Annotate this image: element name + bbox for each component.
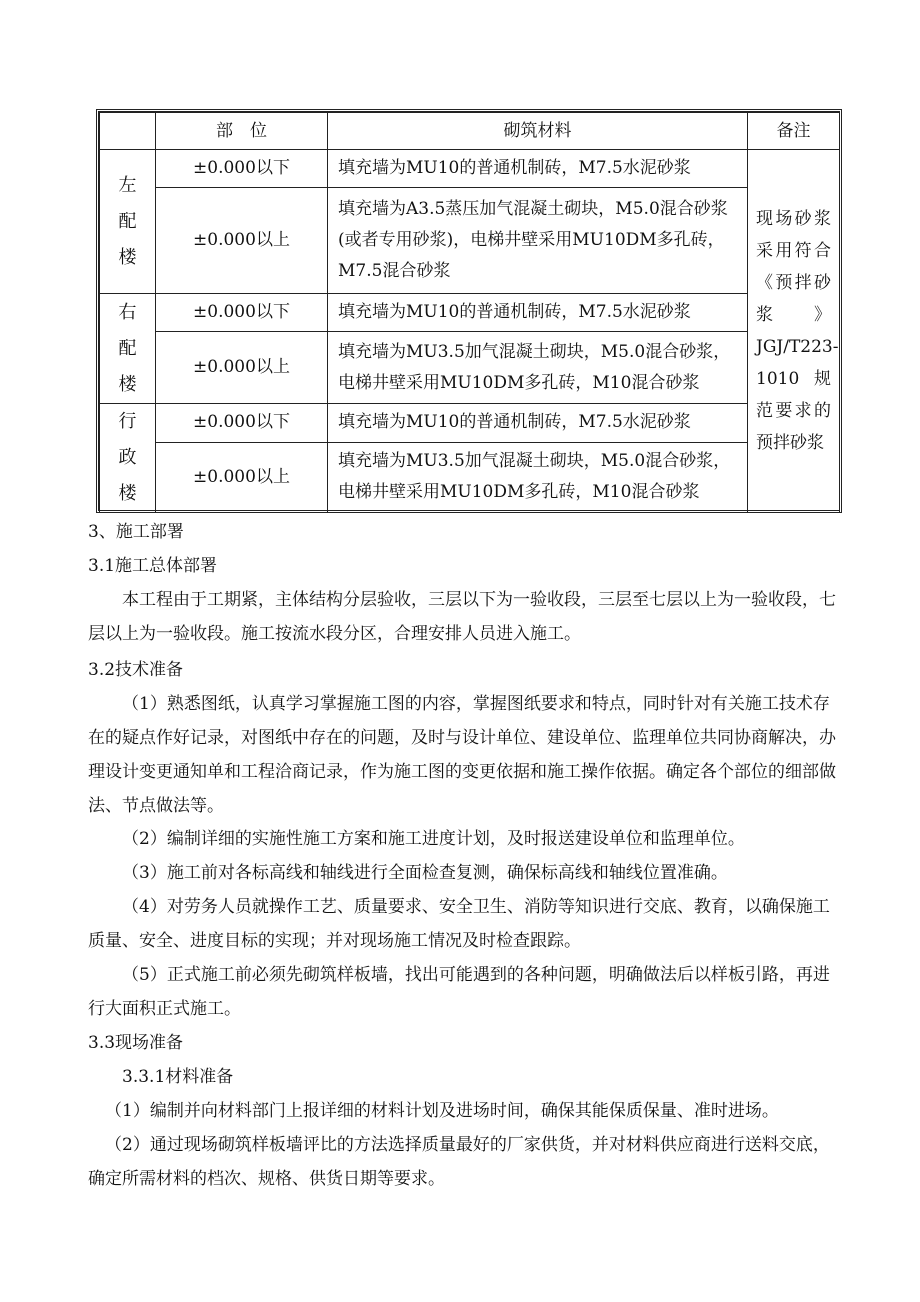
tech-prep-item-2: （2）编制详细的实施性施工方案和施工进度计划，及时报送建设单位和监理单位。	[122, 829, 745, 849]
header-material: 砌筑材料	[328, 113, 748, 150]
table-row	[100, 188, 840, 294]
header-position: 部 位	[156, 113, 328, 150]
material-cell: 填充墙为MU10的普通机制砖，M7.5水泥砂浆	[328, 404, 748, 443]
header-note: 备注	[748, 113, 840, 150]
position-cell: ±0.000以下	[156, 150, 328, 188]
material-cell: 填充墙为A3.5蒸压加气混凝土砌块，M5.0混合砂浆(或者专用砂浆)，电梯井壁采用MU10DM多孔砖，M7.5混合砂浆	[328, 188, 748, 294]
table-row	[100, 150, 840, 188]
heading-section-3: 3、施工部署	[88, 522, 184, 542]
heading-section-3-3: 3.3现场准备	[88, 1033, 184, 1053]
table-row	[100, 442, 840, 512]
material-prep-item-1: （1）编制并向材料部门上报详细的材料计划及进场时间，确保其能保质保量、准时进场。	[105, 1101, 779, 1121]
position-cell: ±0.000以上	[156, 442, 328, 512]
material-cell: 填充墙为MU10的普通机制砖，M7.5水泥砂浆	[328, 294, 748, 332]
position-cell: ±0.000以下	[156, 404, 328, 443]
table-row	[100, 332, 840, 404]
material-cell: 填充墙为MU10的普通机制砖，M7.5水泥砂浆	[328, 150, 748, 188]
table-header-row	[100, 113, 840, 150]
position-cell: ±0.000以上	[156, 332, 328, 404]
building-name-right: 右 配 楼	[100, 294, 156, 404]
material-table	[99, 112, 840, 513]
table-row	[100, 294, 840, 332]
position-cell: ±0.000以下	[156, 294, 328, 332]
tech-prep-item-1: （1）熟悉图纸，认真学习掌握施工图的内容，掌握图纸要求和特点，同时针对有关施工技术存在的疑点作好记录，对图纸中存在的问题，及时与设计单位、建设单位、监理单位共同协商解决，办理设计变更通知单和工程洽商记录，作为施工图的变更依据和施工操作依据。确定各个部位的细部做法、节点做法等。	[88, 694, 836, 816]
building-name-admin: 行 政 楼	[100, 404, 156, 513]
tech-prep-item-5: （5）正式施工前必须先砌筑样板墙，找出可能遇到的各种问题，明确做法后以样板引路，再进行大面积正式施工。	[88, 965, 830, 1019]
note-cell: 现场砂浆采用符合《预拌砂浆》JGJ/T223-1010规范要求的预拌砂浆	[748, 150, 840, 513]
heading-section-3-3-1: 3.3.1材料准备	[122, 1067, 234, 1087]
heading-section-3-1: 3.1施工总体部署	[88, 556, 218, 576]
material-prep-item-2: （2）通过现场砌筑样板墙评比的方法选择质量最好的厂家供货，并对材料供应商进行送料交底，确定所需材料的档次、规格、供货日期等要求。	[88, 1135, 830, 1189]
heading-section-3-2: 3.2技术准备	[88, 660, 184, 680]
building-name-left: 左 配 楼	[100, 150, 156, 294]
position-cell: ±0.000以上	[156, 188, 328, 294]
material-cell: 填充墙为MU3.5加气混凝土砌块，M5.0混合砂浆，电梯井壁采用MU10DM多孔砖，M10混合砂浆	[328, 442, 748, 512]
tech-prep-item-3: （3）施工前对各标高线和轴线进行全面检查复测，确保标高线和轴线位置准确。	[122, 863, 728, 883]
paragraph-overall-deployment: 本工程由于工期紧，主体结构分层验收，三层以下为一验收段，三层至七层以上为一验收段，七层以上为一验收段。施工按流水段分区，合理安排人员进入施工。	[88, 590, 836, 644]
table-row	[100, 404, 840, 443]
header-blank	[100, 113, 156, 150]
masonry-material-table	[96, 109, 842, 513]
tech-prep-item-4: （4）对劳务人员就操作工艺、质量要求、安全卫生、消防等知识进行交底、教育，以确保施工质量、安全、进度目标的实现；并对现场施工情况及时检查跟踪。	[88, 897, 830, 951]
material-cell: 填充墙为MU3.5加气混凝土砌块，M5.0混合砂浆，电梯井壁采用MU10DM多孔砖，M10混合砂浆	[328, 332, 748, 404]
